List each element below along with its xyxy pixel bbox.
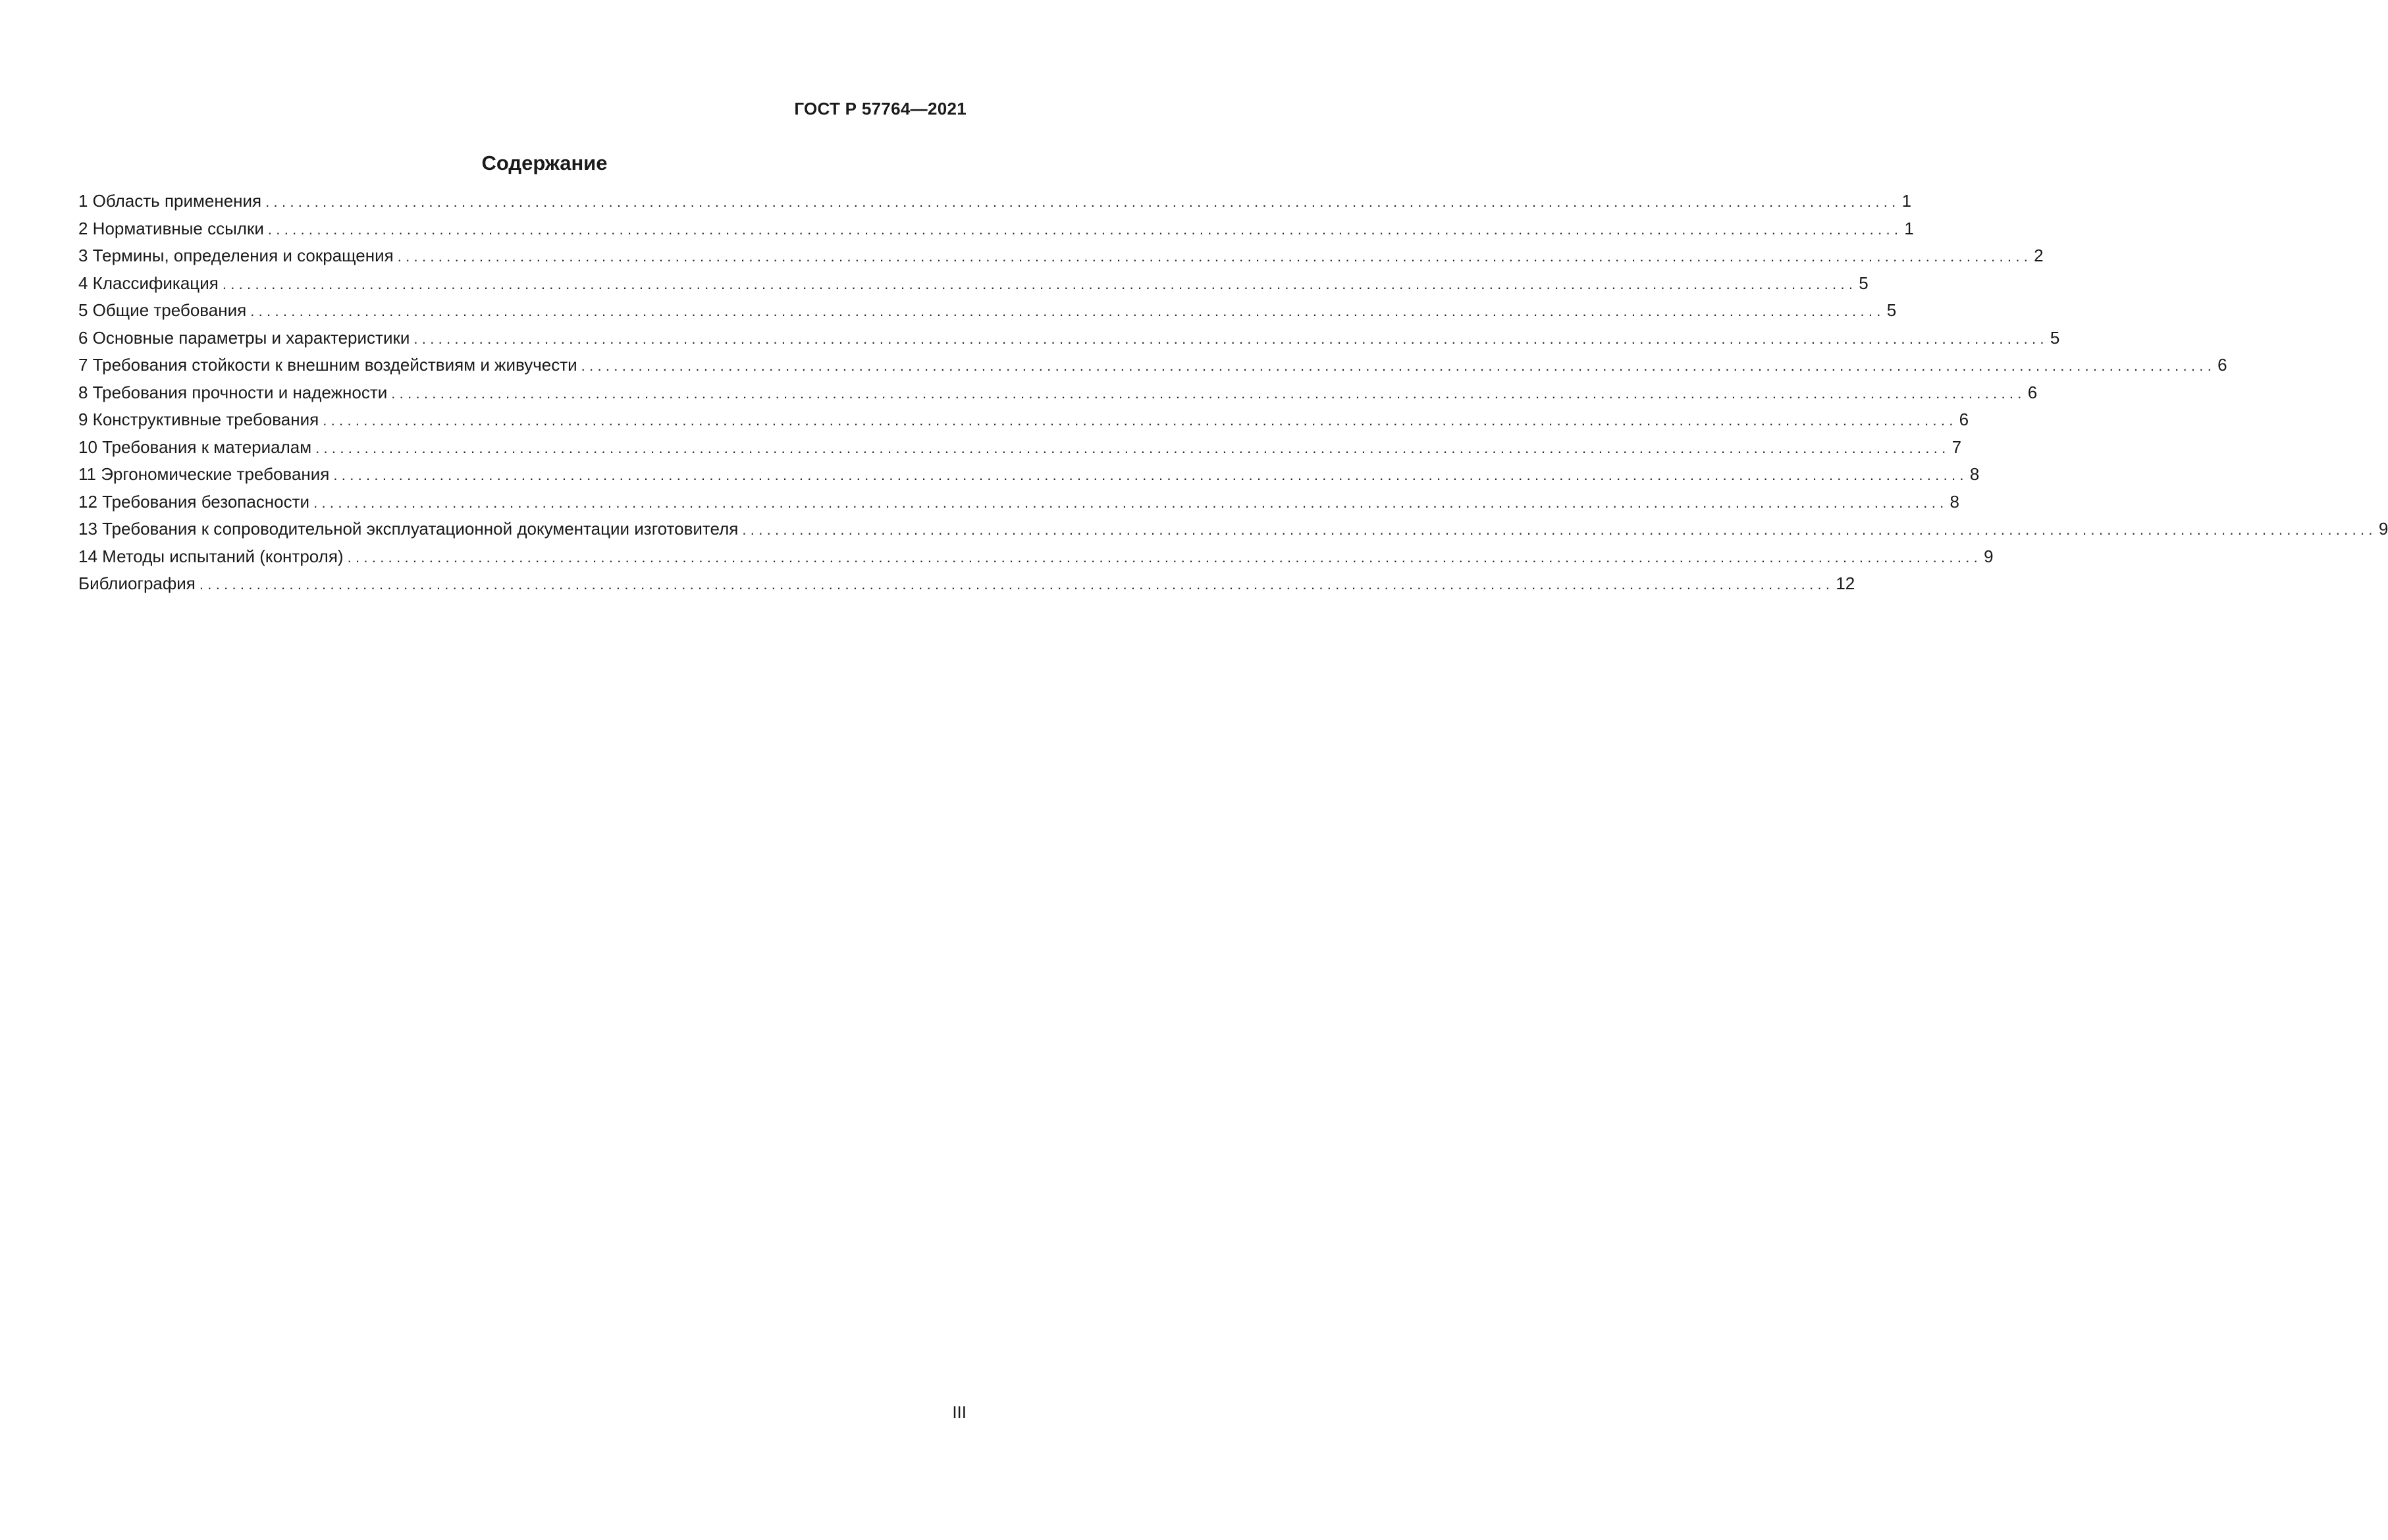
toc-entry[interactable] [78,327,2060,356]
toc-leader-dots: ........................................................................................................................................................................................................ [323,412,1957,429]
toc-leader-dots: ........................................................................................................................................................................................................ [581,358,2216,374]
toc-entry-label: 4 Классификация [78,273,219,293]
toc-entry-page: 5 [2050,327,2060,348]
toc-entry-page: 1 [1904,218,1914,238]
toc-entry-page: 12 [1836,573,1855,593]
toc-leader-dots: ........................................................................................................................................................................................................ [397,248,2032,265]
toc-leader-dots: ........................................................................................................................................................................................................ [742,521,2377,538]
toc-entry-page: 1 [1901,191,1912,211]
toc-entry-label: 7 Требования стойкости к внешним воздействиям и живучести [78,355,577,375]
toc-entry-page: 8 [1950,491,1960,512]
toc-entry[interactable] [78,246,2044,273]
page-number: III [952,1402,967,1422]
toc-entry[interactable] [78,382,2038,410]
toc-entry-page: 9 [1984,546,1994,566]
toc-entry-label: 12 Требования безопасности [78,491,310,512]
toc-entry[interactable] [78,273,1869,301]
toc-entry[interactable] [78,191,1912,219]
toc-entry-page: 9 [2378,519,2388,539]
toc-entry[interactable] [78,410,1969,437]
toc-entry-label: 1 Область применения [78,191,262,211]
toc-entry-page: 6 [1959,410,1969,429]
toc-entry-page: 2 [2034,246,2044,265]
toc-entry-page: 7 [1951,437,1962,457]
toc-entry-page: 8 [1969,464,1980,484]
toc-entry-label: 10 Требования к материалам [78,437,312,457]
toc-entry-label: 5 Общие требования [78,300,247,320]
toc-entry-label: 14 Методы испытаний (контроля) [78,546,344,566]
toc-entry-label: 2 Нормативные ссылки [78,218,264,238]
toc-leader-dots: ........................................................................................................................................................................................................ [313,494,1948,511]
toc-entry[interactable] [78,491,1960,519]
toc-entry[interactable] [78,300,1897,328]
toc-leader-dots: ........................................................................................................................................................................................................ [391,385,2026,402]
toc-entry[interactable] [78,546,1994,574]
toc-entry-label: 8 Требования прочности и надежности [78,382,388,402]
toc-leader-dots: ........................................................................................................................................................................................................ [265,194,1900,210]
toc-entry-label: 3 Термины, определения и сокращения [78,246,394,265]
toc-leader-dots: ........................................................................................................................................................................................................ [267,221,1903,238]
toc-leader-dots: ........................................................................................................................................................................................................ [199,576,1834,593]
toc-entry-page: 5 [1859,273,1869,293]
toc-leader-dots: ........................................................................................................................................................................................................ [315,439,1950,456]
table-of-contents [78,191,2388,601]
toc-entry[interactable] [78,437,1962,465]
toc-leader-dots: ........................................................................................................................................................................................................ [413,330,2048,347]
toc-entry[interactable] [78,464,1980,492]
toc-entry[interactable] [78,573,1855,601]
toc-entry[interactable] [78,355,2227,383]
toc-leader-dots: ........................................................................................................................................................................................................ [250,303,1885,319]
toc-entry-label: 9 Конструктивные требования [78,410,319,429]
toc-leader-dots: ........................................................................................................................................................................................................ [333,467,1968,483]
toc-entry[interactable] [78,218,1914,246]
toc-entry-label: 13 Требования к сопроводительной эксплуатационной документации изготовителя [78,519,739,539]
toc-entry[interactable] [78,519,2388,546]
toc-entry-page: 5 [1886,300,1897,320]
toc-entry-page: 6 [2217,355,2227,375]
toc-entry-page: 6 [2027,382,2038,402]
toc-entry-label: 6 Основные параметры и характеристики [78,327,410,348]
toc-entry-label: Библиография [78,573,196,593]
document-code: ГОСТ Р 57764—2021 [794,99,967,119]
toc-entry-label: 11 Эргономические требования [78,464,330,484]
toc-title: Содержание [481,151,608,174]
toc-leader-dots: ........................................................................................................................................................................................................ [347,548,1982,566]
toc-leader-dots: ........................................................................................................................................................................................................ [222,275,1857,292]
